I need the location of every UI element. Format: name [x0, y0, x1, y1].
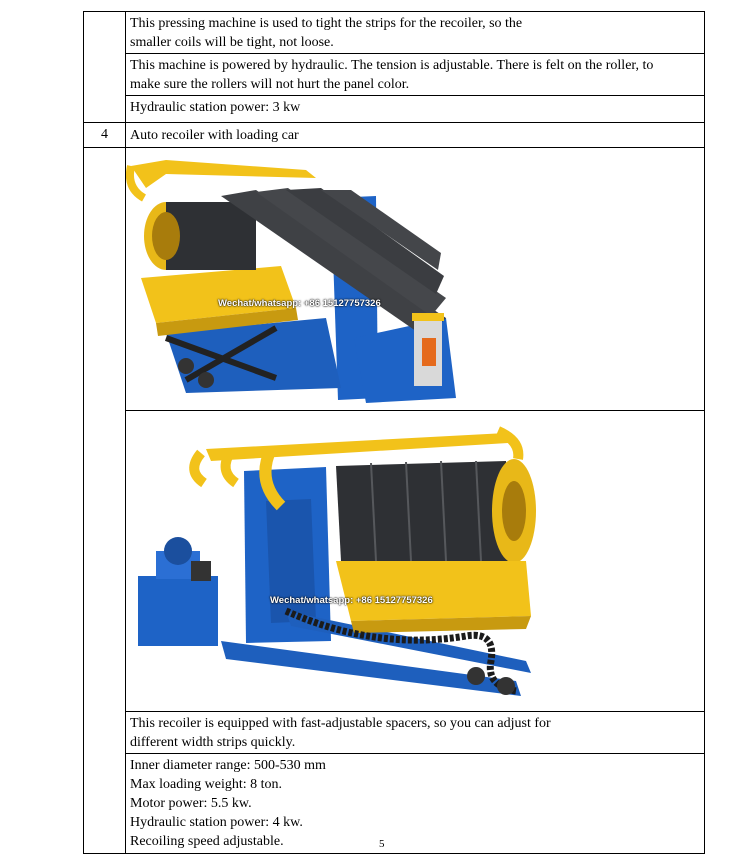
spec-line: Inner diameter range: 500-530 mm [130, 758, 326, 773]
spec-line: Max loading weight: 8 ton. [130, 777, 283, 792]
item-title: Auto recoiler with loading car [130, 128, 299, 143]
recoiler-image-1 [126, 148, 704, 410]
text-line: smaller coils will be tight, not loose. [130, 35, 334, 50]
watermark: Wechat/whatsapp: +86 15127757326 [270, 595, 433, 606]
recoiler-photo-1 [126, 148, 704, 411]
recoiler-photo-2 [126, 411, 704, 712]
text-line: different width strips quickly. [130, 735, 296, 750]
table-row [83, 11, 705, 123]
pressing-description [126, 12, 704, 54]
recoiler-description [126, 712, 704, 754]
spec-line: Recoiling speed adjustable. [130, 834, 284, 849]
page-number: 5 [379, 838, 385, 850]
table-row [83, 148, 705, 854]
index-cell-empty [84, 148, 126, 853]
hydraulic-description [126, 54, 704, 96]
watermark: Wechat/whatsapp: +86 15127757326 [218, 298, 381, 309]
text-line: make sure the rollers will not hurt the panel color. [130, 77, 410, 92]
item-number: 4 [84, 123, 126, 147]
recoiler-specs [126, 754, 704, 853]
text-line: This machine is powered by hydraulic. The tension is adjustable. There is felt on the roller, to [130, 58, 654, 73]
text-line: This recoiler is equipped with fast-adjustable spacers, so you can adjust for [130, 716, 551, 731]
spec-table [83, 11, 705, 854]
recoiler-image-2 [126, 411, 704, 711]
table-row [83, 123, 705, 148]
hydraulic-power [126, 96, 704, 122]
spec-line: Motor power: 5.5 kw. [130, 796, 252, 811]
spec-line: Hydraulic station power: 4 kw. [130, 815, 303, 830]
text-line: This pressing machine is used to tight the strips for the recoiler, so the [130, 16, 523, 31]
index-cell-empty [84, 12, 126, 122]
text-line: Hydraulic station power: 3 kw [130, 100, 301, 115]
